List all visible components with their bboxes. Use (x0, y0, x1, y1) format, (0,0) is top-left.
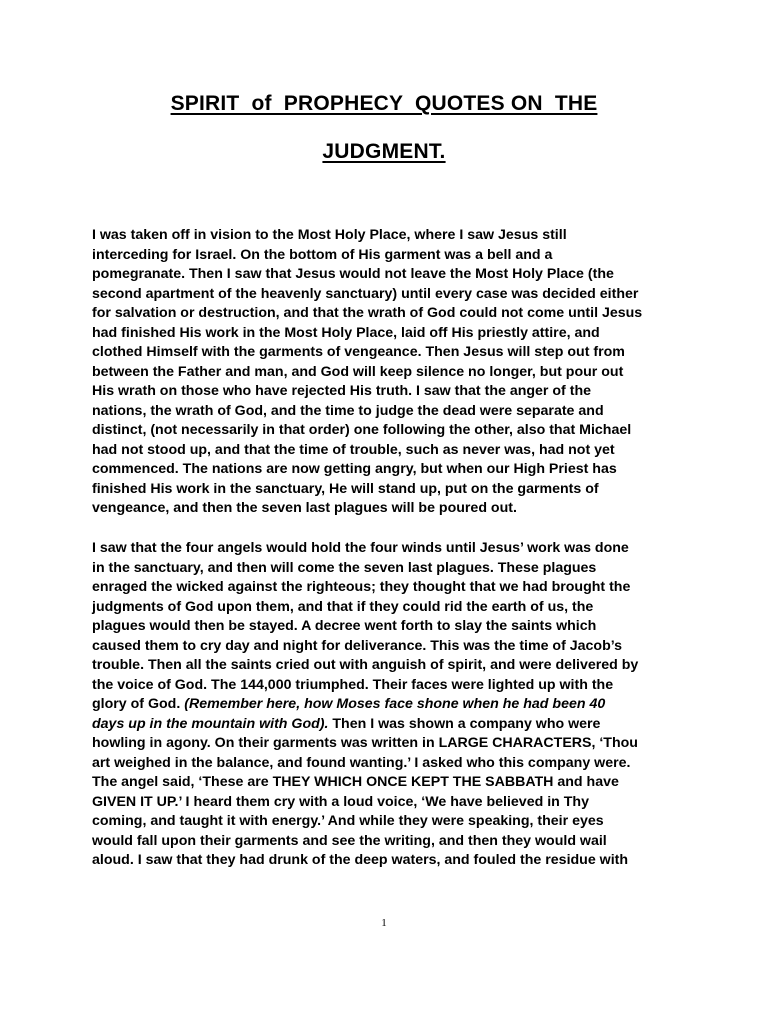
paragraph-line: enraged the wicked against the righteous; they thought that we had brought the (92, 579, 631, 595)
paragraph-line: I saw that the four angels would hold the four winds until Jesus’ work was done (92, 540, 629, 556)
document-title-line-2: JUDGMENT. (322, 140, 446, 163)
paragraph-line: GIVEN IT UP.’ I heard them cry with a loud voice, ‘We have believed in Thy (92, 793, 589, 810)
page-number: 1 (381, 917, 387, 929)
paragraph-line: His wrath on those who have rejected His truth. I saw that the anger of the (92, 383, 592, 399)
paragraph-line: would fall upon their garments and see the writing, and then they would wail (92, 832, 607, 849)
paragraph-line: pomegranate. Then I saw that Jesus would not leave the Most Holy Place (the (92, 266, 614, 282)
paragraph-line: trouble. Then all the saints cried out with anguish of spirit, and were delivered by (92, 657, 639, 673)
paragraph-line: howling in agony. On their garments was written in LARGE CHARACTERS, ‘Thou (92, 735, 638, 751)
document-title-line-1: SPIRIT of PROPHECY QUOTES ON THE (170, 92, 598, 115)
paragraph-line: interceding for Israel. On the bottom of His garment was a bell and a (92, 246, 553, 263)
paragraph-line: coming, and taught it with energy.’ And while they were speaking, their eyes (92, 813, 604, 829)
line-text-normal: glory of God. (92, 696, 185, 712)
paragraph-line: second apartment of the heavenly sanctuary) until every case was decided either (92, 285, 639, 302)
paragraph-line-mixed (92, 715, 692, 735)
paragraph-line: had finished His work in the Most Holy Place, laid off His priestly attire, and (92, 324, 600, 341)
italic-remark: (Remember here, how Moses face shone when he had been 40 (184, 696, 606, 712)
paragraph-line: clothed Himself with the garments of vengeance. Then Jesus will step out from (92, 344, 625, 360)
paragraph-line: art weighed in the balance, and found wanting.’ I asked who this company were. (92, 754, 631, 771)
paragraph-line: The angel said, ‘These are THEY WHICH ONCE KEPT THE SABBATH and have (92, 774, 619, 790)
paragraph-line: finished His work in the sanctuary, He will stand up, put on the garments of (92, 480, 599, 497)
paragraph-line: had not stood up, and that the time of trouble, such as never was, had not yet (92, 441, 615, 458)
paragraph-line: distinct, (not necessarily in that order) one following the other, also that Michael (92, 422, 632, 438)
paragraph-line: the voice of God. The 144,000 triumphed. Their faces were lighted up with the (92, 676, 614, 693)
line-text-normal: Then I was shown a company who were (328, 715, 601, 732)
paragraph-line: in the sanctuary, and then will come the seven last plagues. These plagues (92, 559, 597, 576)
paragraph-line: commenced. The nations are now getting angry, but when our High Priest has (92, 461, 617, 477)
paragraph-line: for salvation or destruction, and that the wrath of God could not come until Jesus (92, 305, 643, 321)
paragraph-line: judgments of God upon them, and that if they could rid the earth of us, the (92, 598, 594, 615)
paragraph-line: plagues would then be stayed. A decree went forth to slay the saints which (92, 618, 597, 634)
paragraph-line: vengeance, and then the seven last plagues will be poured out. (92, 500, 517, 516)
paragraph-1 (92, 226, 692, 519)
paragraph-line: caused them to cry day and night for deliverance. This was the time of Jacob’s (92, 637, 623, 654)
paragraph-line: nations, the wrath of God, and the time to judge the dead were separate and (92, 402, 604, 419)
paragraph-line: I was taken off in vision to the Most Holy Place, where I saw Jesus still (92, 227, 567, 243)
paragraph-line: aloud. I saw that they had drunk of the deep waters, and fouled the residue with (92, 852, 629, 868)
italic-remark: days up in the mountain with God). (92, 715, 329, 732)
paragraph-2 (92, 539, 692, 871)
paragraph-line-mixed (92, 695, 692, 715)
paragraph-line: between the Father and man, and God will keep silence no longer, but pour out (92, 363, 624, 380)
